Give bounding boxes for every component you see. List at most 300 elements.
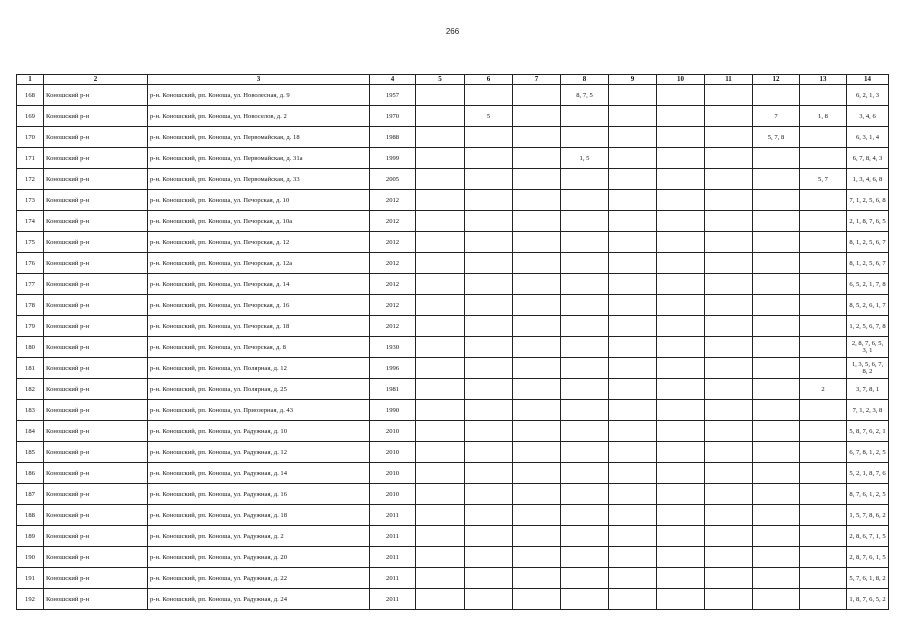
row-number-cell: 174 <box>17 211 44 232</box>
col6-cell <box>465 316 513 337</box>
col14-cell: 2, 8, 6, 7, 1, 5 <box>847 526 889 547</box>
col6-cell <box>465 211 513 232</box>
address-cell: р-н. Коношский, рп. Коноша, ул. Первомайская, д. 18 <box>148 127 370 148</box>
col13-cell <box>800 484 847 505</box>
col9-cell <box>609 232 657 253</box>
col10-cell <box>657 484 705 505</box>
row-number-cell: 182 <box>17 379 44 400</box>
col11-cell <box>705 316 753 337</box>
district-cell: Коношский р-н <box>44 127 148 148</box>
table-row <box>17 211 889 232</box>
year-cell: 2012 <box>370 190 416 211</box>
table-row <box>17 337 889 358</box>
column-header: 12 <box>753 75 800 85</box>
col13-cell <box>800 211 847 232</box>
col13-cell <box>800 253 847 274</box>
col13-cell <box>800 190 847 211</box>
col9-cell <box>609 463 657 484</box>
column-header: 7 <box>513 75 561 85</box>
col13-cell <box>800 526 847 547</box>
district-cell: Коношский р-н <box>44 379 148 400</box>
address-cell: р-н. Коношский, рп. Коноша, ул. Радужная, д. 18 <box>148 505 370 526</box>
col11-cell <box>705 379 753 400</box>
col14-cell: 5, 8, 7, 6, 2, 1 <box>847 421 889 442</box>
col12-cell <box>753 547 800 568</box>
col7-cell <box>513 505 561 526</box>
col12-cell: 5, 7, 8 <box>753 127 800 148</box>
year-cell: 2011 <box>370 526 416 547</box>
year-cell: 1990 <box>370 400 416 421</box>
row-number-cell: 172 <box>17 169 44 190</box>
col10-cell <box>657 106 705 127</box>
col10-cell <box>657 547 705 568</box>
col8-cell: 8, 7, 5 <box>561 85 609 106</box>
col5-cell <box>416 442 465 463</box>
address-cell: р-н. Коношский, рп. Коноша, ул. Полярная, д. 25 <box>148 379 370 400</box>
col10-cell <box>657 568 705 589</box>
col6-cell <box>465 484 513 505</box>
header-row <box>17 75 889 85</box>
col12-cell <box>753 190 800 211</box>
col6-cell <box>465 400 513 421</box>
col12-cell <box>753 589 800 610</box>
district-cell: Коношский р-н <box>44 106 148 127</box>
year-cell: 2012 <box>370 316 416 337</box>
col5-cell <box>416 274 465 295</box>
col6-cell <box>465 589 513 610</box>
col6-cell <box>465 274 513 295</box>
district-cell: Коношский р-н <box>44 358 148 379</box>
column-header: 3 <box>148 75 370 85</box>
row-number-cell: 180 <box>17 337 44 358</box>
column-header: 9 <box>609 75 657 85</box>
col14-cell: 8, 7, 6, 1, 2, 5 <box>847 484 889 505</box>
col6-cell <box>465 190 513 211</box>
table-row <box>17 253 889 274</box>
col8-cell <box>561 589 609 610</box>
row-number-cell: 188 <box>17 505 44 526</box>
col13-cell <box>800 400 847 421</box>
col11-cell <box>705 337 753 358</box>
col10-cell <box>657 316 705 337</box>
address-cell: р-н. Коношский, рп. Коноша, ул. Печорская, д. 10 <box>148 190 370 211</box>
col11-cell <box>705 421 753 442</box>
address-cell: р-н. Коношский, рп. Коноша, ул. Новоселов, д. 2 <box>148 106 370 127</box>
col8-cell <box>561 421 609 442</box>
district-cell: Коношский р-н <box>44 442 148 463</box>
col8-cell <box>561 463 609 484</box>
col6-cell <box>465 295 513 316</box>
col9-cell <box>609 379 657 400</box>
col5-cell <box>416 85 465 106</box>
col9-cell <box>609 442 657 463</box>
col12-cell <box>753 505 800 526</box>
row-number-cell: 178 <box>17 295 44 316</box>
col13-cell <box>800 85 847 106</box>
col11-cell <box>705 295 753 316</box>
address-cell: р-н. Коношский, рп. Коноша, ул. Печорская, д. 16 <box>148 295 370 316</box>
year-cell: 1996 <box>370 358 416 379</box>
col11-cell <box>705 568 753 589</box>
col14-cell: 5, 2, 1, 8, 7, 6 <box>847 463 889 484</box>
col8-cell <box>561 526 609 547</box>
col8-cell <box>561 505 609 526</box>
col9-cell <box>609 106 657 127</box>
col7-cell <box>513 526 561 547</box>
col7-cell <box>513 442 561 463</box>
table-body <box>17 85 889 610</box>
table-row <box>17 589 889 610</box>
address-cell: р-н. Коношский, рп. Коноша, ул. Первомайская, д. 31а <box>148 148 370 169</box>
col7-cell <box>513 295 561 316</box>
col9-cell <box>609 505 657 526</box>
col7-cell <box>513 358 561 379</box>
col9-cell <box>609 85 657 106</box>
col8-cell <box>561 379 609 400</box>
column-header: 2 <box>44 75 148 85</box>
row-number-cell: 191 <box>17 568 44 589</box>
year-cell: 2011 <box>370 505 416 526</box>
col10-cell <box>657 127 705 148</box>
col5-cell <box>416 589 465 610</box>
column-header: 5 <box>416 75 465 85</box>
col14-cell: 6, 3, 1, 4 <box>847 127 889 148</box>
col14-cell: 6, 7, 8, 1, 2, 5 <box>847 442 889 463</box>
address-cell: р-н. Коношский, рп. Коноша, ул. Печорская, д. 8 <box>148 337 370 358</box>
col6-cell <box>465 568 513 589</box>
col8-cell <box>561 547 609 568</box>
col10-cell <box>657 85 705 106</box>
col12-cell <box>753 148 800 169</box>
district-cell: Коношский р-н <box>44 295 148 316</box>
table-row <box>17 316 889 337</box>
year-cell: 2011 <box>370 589 416 610</box>
col11-cell <box>705 442 753 463</box>
col12-cell <box>753 295 800 316</box>
year-cell: 1970 <box>370 106 416 127</box>
col11-cell <box>705 148 753 169</box>
col12-cell <box>753 85 800 106</box>
col13-cell: 5, 7 <box>800 169 847 190</box>
table-row <box>17 421 889 442</box>
col11-cell <box>705 106 753 127</box>
col14-cell: 8, 1, 2, 5, 6, 7 <box>847 253 889 274</box>
col12-cell <box>753 232 800 253</box>
col7-cell <box>513 484 561 505</box>
year-cell: 1981 <box>370 379 416 400</box>
col7-cell <box>513 568 561 589</box>
col14-cell: 7, 1, 2, 5, 6, 8 <box>847 190 889 211</box>
address-cell: р-н. Коношский, рп. Коноша, ул. Радужная, д. 12 <box>148 442 370 463</box>
col11-cell <box>705 589 753 610</box>
year-cell: 2012 <box>370 295 416 316</box>
col9-cell <box>609 295 657 316</box>
address-cell: р-н. Коношский, рп. Коноша, ул. Радужная, д. 10 <box>148 421 370 442</box>
col13-cell <box>800 148 847 169</box>
table-row <box>17 106 889 127</box>
column-header: 13 <box>800 75 847 85</box>
col13-cell <box>800 463 847 484</box>
column-header: 6 <box>465 75 513 85</box>
col8-cell <box>561 568 609 589</box>
district-cell: Коношский р-н <box>44 274 148 295</box>
col10-cell <box>657 505 705 526</box>
col13-cell <box>800 589 847 610</box>
table-row <box>17 169 889 190</box>
col14-cell: 6, 7, 8, 4, 3 <box>847 148 889 169</box>
year-cell: 2011 <box>370 568 416 589</box>
col5-cell <box>416 379 465 400</box>
address-cell: р-н. Коношский, рп. Коноша, ул. Первомайская, д. 33 <box>148 169 370 190</box>
col9-cell <box>609 127 657 148</box>
table-row <box>17 400 889 421</box>
col8-cell <box>561 400 609 421</box>
table-row <box>17 547 889 568</box>
col12-cell <box>753 484 800 505</box>
col13-cell <box>800 337 847 358</box>
col5-cell <box>416 400 465 421</box>
col13-cell <box>800 421 847 442</box>
col11-cell <box>705 190 753 211</box>
district-cell: Коношский р-н <box>44 148 148 169</box>
col14-cell: 3, 7, 8, 1 <box>847 379 889 400</box>
col5-cell <box>416 568 465 589</box>
col6-cell <box>465 169 513 190</box>
col11-cell <box>705 484 753 505</box>
col7-cell <box>513 379 561 400</box>
table-row <box>17 442 889 463</box>
district-cell: Коношский р-н <box>44 232 148 253</box>
district-cell: Коношский р-н <box>44 316 148 337</box>
col10-cell <box>657 253 705 274</box>
col8-cell <box>561 253 609 274</box>
row-number-cell: 171 <box>17 148 44 169</box>
col9-cell <box>609 190 657 211</box>
table-row <box>17 274 889 295</box>
col6-cell <box>465 442 513 463</box>
address-cell: р-н. Коношский, рп. Коноша, ул. Радужная, д. 16 <box>148 484 370 505</box>
col14-cell: 8, 5, 2, 6, 1, 7 <box>847 295 889 316</box>
address-cell: р-н. Коношский, рп. Коноша, ул. Радужная, д. 22 <box>148 568 370 589</box>
col12-cell <box>753 463 800 484</box>
col13-cell <box>800 442 847 463</box>
col9-cell <box>609 400 657 421</box>
col12-cell <box>753 211 800 232</box>
col7-cell <box>513 274 561 295</box>
col13-cell <box>800 127 847 148</box>
table-row <box>17 127 889 148</box>
table-row <box>17 190 889 211</box>
address-cell: р-н. Коношский, рп. Коноша, ул. Радужная, д. 20 <box>148 547 370 568</box>
column-header: 8 <box>561 75 609 85</box>
col6-cell <box>465 463 513 484</box>
col12-cell <box>753 316 800 337</box>
col10-cell <box>657 526 705 547</box>
col6-cell <box>465 337 513 358</box>
col7-cell <box>513 148 561 169</box>
col8-cell <box>561 274 609 295</box>
col7-cell <box>513 169 561 190</box>
col6-cell <box>465 358 513 379</box>
col12-cell <box>753 358 800 379</box>
col11-cell <box>705 274 753 295</box>
col7-cell <box>513 211 561 232</box>
col10-cell <box>657 148 705 169</box>
year-cell: 2011 <box>370 547 416 568</box>
col5-cell <box>416 211 465 232</box>
column-header: 10 <box>657 75 705 85</box>
year-cell: 2010 <box>370 484 416 505</box>
year-cell: 1930 <box>370 337 416 358</box>
col13-cell <box>800 505 847 526</box>
address-cell: р-н. Коношский, рп. Коноша, ул. Полярная, д. 12 <box>148 358 370 379</box>
col11-cell <box>705 526 753 547</box>
col5-cell <box>416 190 465 211</box>
col5-cell <box>416 337 465 358</box>
column-header: 11 <box>705 75 753 85</box>
row-number-cell: 186 <box>17 463 44 484</box>
col9-cell <box>609 148 657 169</box>
district-cell: Коношский р-н <box>44 547 148 568</box>
col6-cell <box>465 148 513 169</box>
row-number-cell: 176 <box>17 253 44 274</box>
col12-cell: 7 <box>753 106 800 127</box>
col7-cell <box>513 421 561 442</box>
col9-cell <box>609 421 657 442</box>
col13-cell: 2 <box>800 379 847 400</box>
col7-cell <box>513 316 561 337</box>
col7-cell <box>513 127 561 148</box>
district-cell: Коношский р-н <box>44 463 148 484</box>
row-number-cell: 183 <box>17 400 44 421</box>
col8-cell <box>561 211 609 232</box>
district-cell: Коношский р-н <box>44 400 148 421</box>
col10-cell <box>657 211 705 232</box>
col5-cell <box>416 148 465 169</box>
col11-cell <box>705 253 753 274</box>
col14-cell: 1, 3, 4, 6, 8 <box>847 169 889 190</box>
row-number-cell: 169 <box>17 106 44 127</box>
col6-cell: 5 <box>465 106 513 127</box>
table-row <box>17 463 889 484</box>
row-number-cell: 184 <box>17 421 44 442</box>
col12-cell <box>753 379 800 400</box>
col7-cell <box>513 400 561 421</box>
col8-cell <box>561 316 609 337</box>
col7-cell <box>513 232 561 253</box>
district-cell: Коношский р-н <box>44 211 148 232</box>
col9-cell <box>609 337 657 358</box>
col7-cell <box>513 463 561 484</box>
address-cell: р-н. Коношский, рп. Коноша, ул. Приозерная, д. 43 <box>148 400 370 421</box>
address-cell: р-н. Коношский, рп. Коноша, ул. Печорская, д. 12 <box>148 232 370 253</box>
col9-cell <box>609 589 657 610</box>
col11-cell <box>705 400 753 421</box>
col12-cell <box>753 169 800 190</box>
col12-cell <box>753 442 800 463</box>
district-cell: Коношский р-н <box>44 337 148 358</box>
district-cell: Коношский р-н <box>44 505 148 526</box>
col8-cell <box>561 442 609 463</box>
address-cell: р-н. Коношский, рп. Коноша, ул. Радужная, д. 24 <box>148 589 370 610</box>
year-cell: 2012 <box>370 253 416 274</box>
col5-cell <box>416 232 465 253</box>
year-cell: 2010 <box>370 421 416 442</box>
col11-cell <box>705 463 753 484</box>
district-cell: Коношский р-н <box>44 589 148 610</box>
page-number: 266 <box>445 27 460 36</box>
address-cell: р-н. Коношский, рп. Коноша, ул. Печорская, д. 18 <box>148 316 370 337</box>
col14-cell: 5, 7, 6, 1, 8, 2 <box>847 568 889 589</box>
col11-cell <box>705 232 753 253</box>
address-cell: р-н. Коношский, рп. Коноша, ул. Новолесная, д. 9 <box>148 85 370 106</box>
table-row <box>17 484 889 505</box>
col9-cell <box>609 547 657 568</box>
col7-cell <box>513 589 561 610</box>
col14-cell: 7, 1, 2, 3, 8 <box>847 400 889 421</box>
col9-cell <box>609 274 657 295</box>
col14-cell: 2, 1, 8, 7, 6, 5 <box>847 211 889 232</box>
col9-cell <box>609 568 657 589</box>
col13-cell <box>800 568 847 589</box>
col10-cell <box>657 442 705 463</box>
col5-cell <box>416 421 465 442</box>
address-cell: р-н. Коношский, рп. Коноша, ул. Печорская, д. 12а <box>148 253 370 274</box>
col7-cell <box>513 106 561 127</box>
row-number-cell: 181 <box>17 358 44 379</box>
table-row <box>17 568 889 589</box>
col10-cell <box>657 463 705 484</box>
col14-cell: 2, 8, 7, 6, 1, 5 <box>847 547 889 568</box>
col5-cell <box>416 526 465 547</box>
col8-cell: 1, 5 <box>561 148 609 169</box>
row-number-cell: 173 <box>17 190 44 211</box>
col6-cell <box>465 127 513 148</box>
row-number-cell: 187 <box>17 484 44 505</box>
col12-cell <box>753 400 800 421</box>
col5-cell <box>416 547 465 568</box>
col10-cell <box>657 358 705 379</box>
col8-cell <box>561 169 609 190</box>
row-number-cell: 189 <box>17 526 44 547</box>
district-cell: Коношский р-н <box>44 526 148 547</box>
col5-cell <box>416 463 465 484</box>
row-number-cell: 177 <box>17 274 44 295</box>
col8-cell <box>561 232 609 253</box>
col11-cell <box>705 127 753 148</box>
col12-cell <box>753 337 800 358</box>
table-row <box>17 358 889 379</box>
col6-cell <box>465 505 513 526</box>
col10-cell <box>657 379 705 400</box>
col10-cell <box>657 589 705 610</box>
col6-cell <box>465 421 513 442</box>
col12-cell <box>753 526 800 547</box>
col7-cell <box>513 190 561 211</box>
year-cell: 2012 <box>370 274 416 295</box>
district-cell: Коношский р-н <box>44 421 148 442</box>
column-header: 4 <box>370 75 416 85</box>
col10-cell <box>657 421 705 442</box>
year-cell: 2012 <box>370 232 416 253</box>
col6-cell <box>465 85 513 106</box>
year-cell: 2010 <box>370 442 416 463</box>
year-cell: 1957 <box>370 85 416 106</box>
row-number-cell: 179 <box>17 316 44 337</box>
column-header: 1 <box>17 75 44 85</box>
district-cell: Коношский р-н <box>44 190 148 211</box>
col14-cell: 1, 8, 7, 6, 5, 2 <box>847 589 889 610</box>
